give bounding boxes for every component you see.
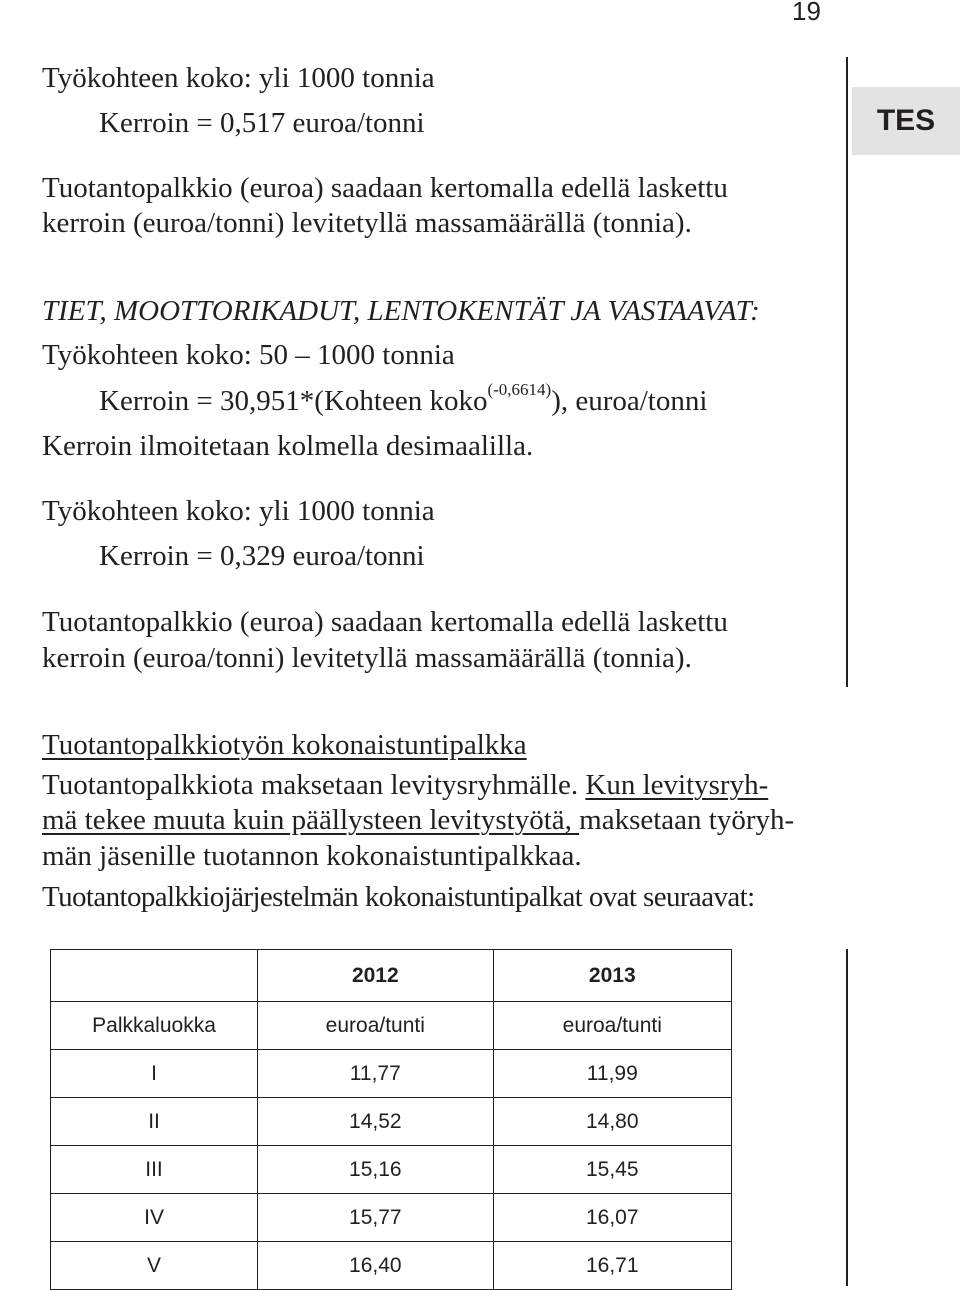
page-number: 19 [792,0,821,26]
table-header-year-2012: 2012 [258,950,493,1002]
section2-paragraph-line2: kerroin (euroa/tonni) levitetyllä massamäärällä (tonnia). [42,642,692,674]
table-cell-2013: 16,71 [493,1242,731,1290]
formula-exponent: (-0,6614) [487,380,552,400]
section2-paragraph-line1: Tuotantopalkkio (euroa) saadaan kertomalla edellä laskettu [42,606,728,638]
section2-heading: TIET, MOOTTORIKADUT, LENTOKENTÄT JA VASTAAVAT: [42,295,760,327]
section1-paragraph-line1: Tuotantopalkkio (euroa) saadaan kertomalla edellä laskettu [42,172,728,204]
table-header-year-2013: 2013 [493,950,731,1002]
section3-line1-underlined: Kun levitysryh- [585,769,769,801]
table-row [51,1146,732,1194]
table-header-unit-2013: euroa/tunti [493,1002,731,1050]
table-cell-class: I [51,1050,258,1098]
table-row [51,1194,732,1242]
table-cell-class: IV [51,1194,258,1242]
section2-formula [99,380,708,419]
section3-line2-underlined: mä tekee muuta kuin päällysteen levitystyötä, [42,804,580,836]
table-cell-2013: 16,07 [493,1194,731,1242]
section3-line1 [42,767,768,803]
section2-size-line-2: Työkohteen koko: yli 1000 tonnia [42,495,435,527]
formula-part-a: Kerroin = 30,951*(Kohteen koko [99,385,488,417]
table-cell-class: III [51,1146,258,1194]
table-header-palkkaluokka: Palkkaluokka [51,1002,258,1050]
section2-kerroin-line: Kerroin = 0,329 euroa/tonni [99,540,425,572]
section2-decimals-line: Kerroin ilmoitetaan kolmella desimaalilla. [42,430,534,462]
section2-size-line: Työkohteen koko: 50 – 1000 tonnia [42,339,455,371]
table-cell-2013: 11,99 [493,1050,731,1098]
section3-line2 [42,802,794,838]
tes-label-box: TES [852,87,960,155]
table-cell-2012: 15,77 [258,1194,493,1242]
table-cell-2012: 11,77 [258,1050,493,1098]
section3-line3: män jäsenille tuotannon kokonaistuntipalkkaa. [42,840,582,872]
formula-part-b: ), euroa/tonni [551,385,708,417]
table-cell-2012: 16,40 [258,1242,493,1290]
table-cell-class: V [51,1242,258,1290]
margin-rule-bottom [846,949,848,1286]
section1-kerroin-line: Kerroin = 0,517 euroa/tonni [99,107,425,139]
section1-size-line: Työkohteen koko: yli 1000 tonnia [42,62,435,94]
table-cell-2013: 15,45 [493,1146,731,1194]
table-row-years [51,950,732,1002]
table-cell-empty [51,950,258,1002]
table-row [51,1098,732,1146]
section3-line4: Tuotantopalkkiojärjestelmän kokonaistuntipalkat ovat seuraavat: [42,881,755,913]
table-cell-2012: 15,16 [258,1146,493,1194]
section3-heading: Tuotantopalkkiotyön kokonaistuntipalkka [42,729,527,761]
table-header-unit-2012: euroa/tunti [258,1002,493,1050]
section3-line1-plain: Tuotantopalkkiota maksetaan levitysryhmälle. [42,769,586,801]
table-row [51,1050,732,1098]
section3-line2-plain: maksetaan työryh- [579,804,795,836]
section1-paragraph-line2: kerroin (euroa/tonni) levitetyllä massamäärällä (tonnia). [42,207,692,239]
wage-table [50,949,732,1290]
table-cell-2012: 14,52 [258,1098,493,1146]
table-row-units [51,1002,732,1050]
table-cell-2013: 14,80 [493,1098,731,1146]
table-row [51,1242,732,1290]
margin-rule-top [846,57,848,687]
table-cell-class: II [51,1098,258,1146]
